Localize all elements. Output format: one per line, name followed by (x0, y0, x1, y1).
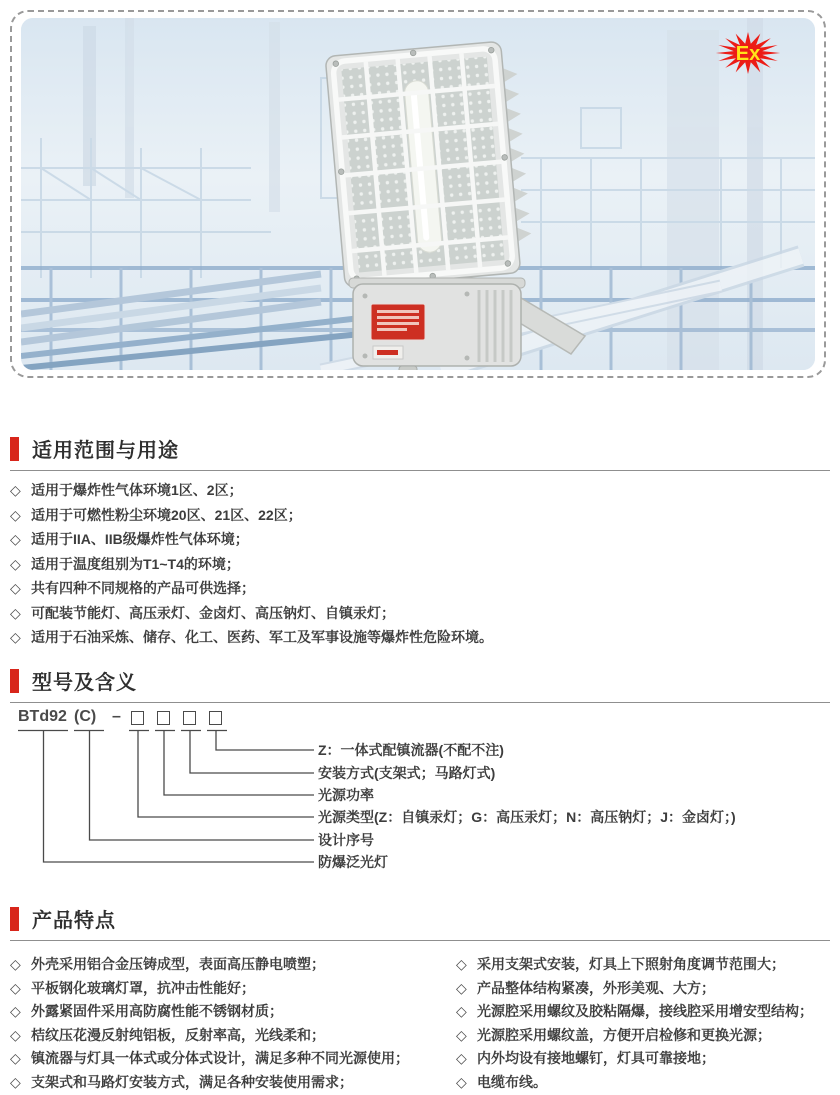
list-item (10, 606, 830, 621)
usage-list (10, 483, 830, 645)
list-item (10, 957, 446, 972)
product-photo (21, 18, 815, 370)
list-item (10, 508, 830, 523)
list-item-text: 光源腔采用螺纹盖，方便开启检修和更换光源； (477, 1026, 771, 1043)
model-code-box (131, 711, 144, 725)
model-label: 光源功率 (318, 787, 374, 803)
section-usage-title: 适用范围与用途 (32, 440, 179, 462)
ex-label: Ex (735, 43, 761, 65)
features-left-list (10, 957, 446, 1090)
list-item-text: 适用于IIA、IIB级爆炸性气体环境； (31, 531, 249, 547)
model-code-series: (C) (74, 708, 97, 725)
list-item (10, 1051, 446, 1066)
diamond-bullet-icon: ◇ (10, 555, 21, 572)
list-item-text: 共有四种不同规格的产品可供选择； (31, 580, 255, 596)
section-usage-header (10, 434, 830, 471)
list-item-text: 外壳采用铝合金压铸成型，表面高压静电喷塑； (31, 956, 325, 972)
list-item-text: 支架式和马路灯安装方式，满足各种安装使用需求； (31, 1073, 353, 1090)
list-item (10, 1075, 446, 1090)
diamond-bullet-icon: ◇ (10, 956, 21, 972)
section-model-title: 型号及含义 (32, 672, 137, 694)
list-item (10, 557, 830, 572)
diamond-bullet-icon: ◇ (10, 604, 21, 621)
list-item (456, 1004, 840, 1019)
floodlight-product-image (319, 40, 611, 370)
diamond-bullet-icon: ◇ (10, 506, 21, 523)
diamond-bullet-icon: ◇ (10, 629, 21, 645)
diamond-bullet-icon: ◇ (10, 1026, 21, 1043)
list-item-text: 镇流器与灯具一体式或分体式设计，满足多种不同光源使用； (31, 1050, 409, 1066)
diamond-bullet-icon: ◇ (10, 482, 21, 498)
diamond-bullet-icon: ◇ (10, 1003, 21, 1019)
diamond-bullet-icon: ◇ (10, 580, 21, 596)
features-right-column (446, 957, 840, 1095)
section-features-header (10, 904, 830, 941)
model-code-prefix: BTd92 (18, 708, 67, 725)
list-item-text: 光源腔采用螺纹及胶粘隔爆，接线腔采用增安型结构； (477, 1003, 813, 1019)
list-item-text: 适用于可燃性粉尘环境20区、21区、22区； (31, 506, 302, 523)
diamond-bullet-icon: ◇ (456, 1026, 467, 1043)
list-item-text: 平板钢化玻璃灯罩，抗冲击性能好； (31, 979, 255, 996)
lamp-head (325, 40, 534, 288)
diamond-bullet-icon: ◇ (10, 979, 21, 996)
list-item (10, 981, 446, 996)
model-label: 设计序号 (318, 832, 374, 848)
red-bar-icon (10, 907, 19, 931)
list-item (456, 981, 840, 996)
model-label: 防爆泛光灯 (318, 854, 388, 870)
list-item (10, 1004, 446, 1019)
list-item-text: 外露紧固件采用高防腐性能不锈钢材质； (31, 1003, 283, 1019)
list-item-text: 内外均设有接地螺钉，灯具可靠接地； (477, 1050, 715, 1066)
diamond-bullet-icon: ◇ (10, 531, 21, 547)
model-code-box (183, 711, 196, 725)
model-label: 安装方式(支架式；马路灯式) (318, 765, 496, 781)
list-item-text: 适用于温度组别为T1~T4的环境； (31, 555, 240, 572)
list-item (456, 1075, 840, 1090)
diamond-bullet-icon: ◇ (456, 1073, 467, 1090)
ballast-box (349, 278, 525, 370)
diamond-bullet-icon: ◇ (10, 1073, 21, 1090)
list-item-text: 桔纹压花漫反射纯铝板，反射率高，光线柔和； (31, 1026, 325, 1043)
model-label: 光源类型(Z：自镇汞灯；G：高压汞灯；N：高压钠灯；J：金卤灯；) (318, 809, 736, 825)
list-item-text: 产品整体结构紧凑，外形美观、大方； (477, 979, 715, 996)
list-item (456, 957, 840, 972)
list-item (10, 1028, 446, 1043)
diamond-bullet-icon: ◇ (456, 979, 467, 996)
red-bar-icon (10, 669, 19, 693)
list-item-text: 采用支架式安装，灯具上下照射角度调节范围大； (477, 956, 785, 972)
list-item (10, 483, 830, 498)
list-item (10, 532, 830, 547)
list-item (10, 630, 830, 645)
section-usage (10, 434, 830, 655)
red-bar-icon (10, 437, 19, 461)
list-item-text: 适用于爆炸性气体环境1区、2区； (31, 482, 243, 498)
section-features-title: 产品特点 (32, 910, 116, 932)
list-item-text: 可配装节能灯、高压汞灯、金卤灯、高压钠灯、自镇汞灯； (31, 604, 395, 621)
diamond-bullet-icon: ◇ (456, 1050, 467, 1066)
list-item-text: 适用于石油采炼、储存、化工、医药、军工及军事设施等爆炸性危险环境。 (31, 629, 493, 645)
diamond-bullet-icon: ◇ (456, 956, 467, 972)
section-features (10, 904, 830, 1095)
list-item (456, 1051, 840, 1066)
list-item (10, 581, 830, 596)
list-item (456, 1028, 840, 1043)
model-code-diagram (10, 702, 830, 882)
ex-certification-badge (713, 28, 783, 78)
list-item-text: 电缆布线。 (477, 1073, 547, 1090)
section-model (10, 666, 830, 703)
model-code-box (209, 711, 222, 725)
diagram-connector-lines (10, 702, 830, 882)
diamond-bullet-icon: ◇ (10, 1050, 21, 1066)
model-label: Z：一体式配镇流器(不配不注) (318, 742, 504, 758)
diamond-bullet-icon: ◇ (456, 1003, 467, 1019)
features-right-list (456, 957, 840, 1090)
product-photo-frame (10, 10, 826, 378)
model-code-dash: – (112, 708, 121, 725)
section-model-header (10, 666, 830, 703)
features-columns (10, 957, 830, 1095)
features-left-column (10, 957, 446, 1095)
model-code-box (157, 711, 170, 725)
